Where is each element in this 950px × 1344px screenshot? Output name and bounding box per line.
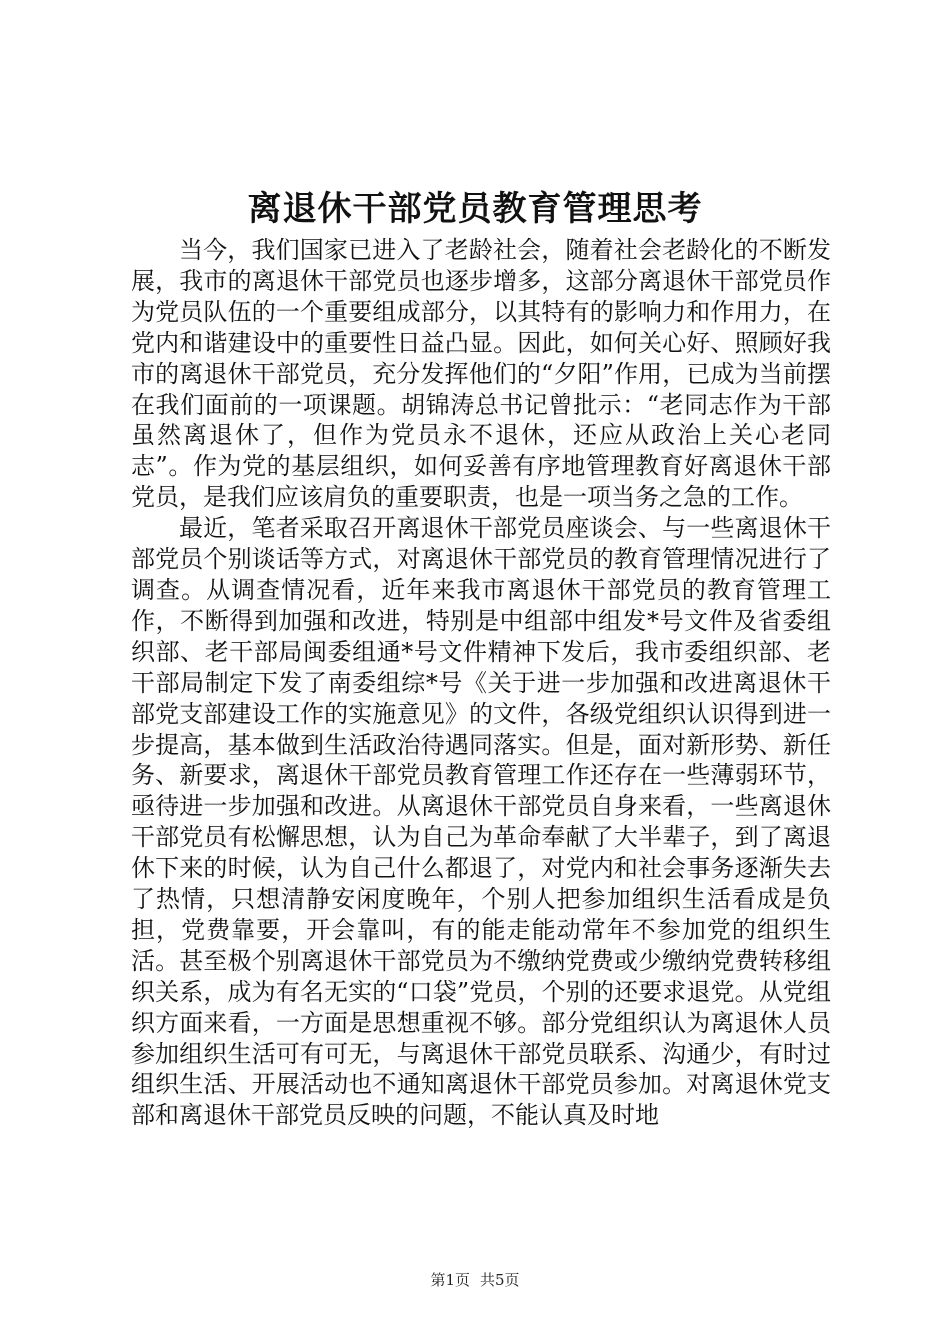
document-body [131,235,831,1131]
page-total: 共5页 [480,1271,520,1289]
paragraph-2: 最近，笔者采取召开离退休干部党员座谈会、与一些离退休干部党员个别谈话等方式，对离退休干部党员的教育管理情况进行了调查。从调查情况看，近年来我市离退休干部党员的教育管理工作，不断得到加强和改进，特别是中组部中组发*号文件及省委组织部、老干部局闽委组通*号文件精神下发后，我市委组织部、老干部局制定下发了南委组综*号《关于进一步加强和改进离退休干部党支部建设工作的实施意见》的文件，各级党组织认识得到进一步提高，基本做到生活政治待遇同落实。但是，面对新形势、新任务、新要求，离退休干部党员教育管理工作还存在一些薄弱环节，亟待进一步加强和改进。从离退休干部党员自身来看，一些离退休干部党员有松懈思想，认为自己为革命奉献了大半辈子，到了离退休下来的时候，认为自己什么都退了，对党内和社会事务逐渐失去了热情，只想清静安闲度晚年，个别人把参加组织生活看成是负担，党费靠要，开会靠叫，有的能走能动常年不参加党的组织生活。甚至极个别离退休干部党员为不缴纳党费或少缴纳党费转移组织关系，成为有名无实的“口袋”党员，个别的还要求退党。从党组织方面来看，一方面是思想重视不够。部分党组织认为离退休人员参加组织生活可有可无，与离退休干部党员联系、沟通少，有时过组织生活、开展活动也不通知离退休干部党员参加。对离退休党支部和离退休干部党员反映的问题，不能认真及时地 [131,514,831,1130]
page-number: 第1页 [430,1271,470,1289]
paragraph-1: 当今，我们国家已进入了老龄社会，随着社会老龄化的不断发展，我市的离退休干部党员也逐步增多，这部分离退休干部党员作为党员队伍的一个重要组成部分，以其特有的影响力和作用力，在党内和谐建设中的重要性日益凸显。因此，如何关心好、照顾好我市的离退休干部党员，充分发挥他们的“夕阳”作用，已成为当前摆在我们面前的一项课题。胡锦涛总书记曾批示：“老同志作为干部虽然离退休了，但作为党员永不退休，还应从政治上关心老同志”。作为党的基层组织，如何妥善有序地管理教育好离退休干部党员，是我们应该肩负的重要职责，也是一项当务之急的工作。 [131,236,831,512]
page-footer [0,1270,950,1290]
page-title: 离退休干部党员教育管理思考 [247,189,703,229]
